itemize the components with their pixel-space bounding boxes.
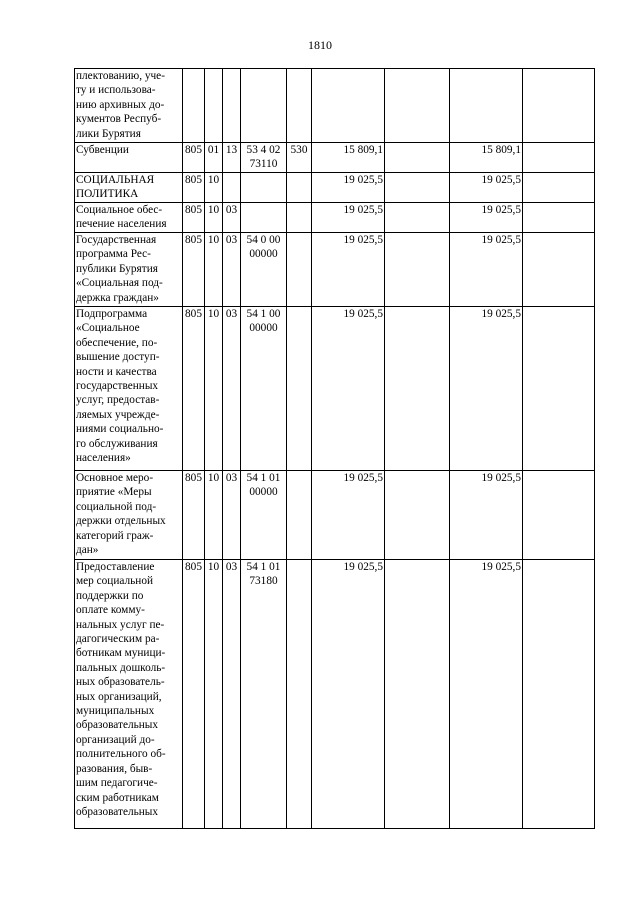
subsection-cell [223,307,241,471]
row-name-cell [75,69,183,143]
amount-regional-cell [450,560,523,829]
amount-federal-cell [385,307,450,471]
section-cell [205,203,223,233]
amount-total-cell-text: 19 025,5 [343,174,383,186]
expense-type-cell [287,173,312,203]
grbs-cell [183,560,205,829]
section-cell [205,560,223,829]
row-name-cell-text: плектованию, уче- ту и использова- нию архивных до- кументов Респуб- лики Бурятия [76,70,165,140]
subsection-cell [223,203,241,233]
section-cell [205,471,223,560]
amount-regional-cell [450,173,523,203]
amount-federal-cell [385,233,450,307]
amount-regional-cell [450,307,523,471]
table-row [75,69,595,143]
row-name-cell-text: Субвенции [76,144,129,156]
amount-total-cell [312,233,385,307]
row-name-cell-text: Предоставление мер социальной поддержки по оплате комму- нальных услуг пе- дагогическим ра- ботникам муници- пальных дошколь- ных образователь- ных организаций, муниципальных образовательных организаций до- полнительного об- разования, быв- шим педагогиче- ским работникам образовательных [76,561,166,818]
section-cell-text: 10 [207,174,220,186]
amount-total-cell-text: 19 025,5 [343,308,383,320]
section-cell [205,143,223,173]
table-row [75,233,595,307]
grbs-cell-text: 805 [185,308,202,320]
target-article-cell [241,69,287,143]
section-cell [205,69,223,143]
amount-total-cell [312,471,385,560]
section-cell-text: 01 [207,144,220,156]
row-name-cell [75,173,183,203]
target-article-cell-text: 54 1 00 00000 [246,308,281,335]
amount-regional-cell-text: 19 025,5 [481,204,521,216]
grbs-cell-text: 805 [185,234,202,246]
expense-type-cell-text: 530 [290,144,308,156]
subsection-cell [223,471,241,560]
target-article-cell-text: 53 4 02 73110 [246,144,281,171]
target-article-cell [241,143,287,173]
section-cell [205,307,223,471]
row-name-cell-text: СОЦИАЛЬНАЯ ПОЛИТИКА [76,174,155,201]
amount-regional-cell-text: 19 025,5 [481,561,521,573]
amount-federal-cell [385,203,450,233]
grbs-cell-text: 805 [185,204,202,216]
grbs-cell [183,203,205,233]
amount-federal-cell [385,471,450,560]
table-row [75,560,595,829]
amount-regional-cell [450,143,523,173]
subsection-cell [223,143,241,173]
grbs-cell [183,233,205,307]
amount-regional-cell-text: 19 025,5 [481,472,521,484]
subsection-cell-text: 03 [225,472,238,484]
budget-table [74,68,595,829]
row-name-cell [75,471,183,560]
expense-type-cell [287,233,312,307]
table-row [75,307,595,471]
grbs-cell-text: 805 [185,472,202,484]
table-row [75,143,595,173]
amount-total-cell [312,307,385,471]
expense-type-cell [287,69,312,143]
empty-cell [523,203,595,233]
section-cell-text: 10 [207,204,220,216]
amount-federal-cell [385,69,450,143]
subsection-cell [223,173,241,203]
target-article-cell [241,307,287,471]
subsection-cell [223,233,241,307]
subsection-cell-text: 03 [225,204,238,216]
row-name-cell [75,203,183,233]
grbs-cell [183,143,205,173]
target-article-cell [241,560,287,829]
amount-total-cell [312,560,385,829]
row-name-cell [75,307,183,471]
row-name-cell-text: Подпрограмма «Социальное обеспечение, по- вышение доступ- ности и качества государственных услуг, предостав- ляемых учрежде- ниями социально- го обслуживания населения» [76,308,164,465]
empty-cell [523,69,595,143]
amount-regional-cell [450,233,523,307]
amount-regional-cell-text: 15 809,1 [481,144,521,156]
amount-total-cell-text: 19 025,5 [343,561,383,573]
row-name-cell-text: Основное меро- приятие «Меры социальной под- держки отдельных категорий граж- дан» [76,472,166,557]
empty-cell [523,143,595,173]
section-cell-text: 10 [207,234,220,246]
subsection-cell [223,560,241,829]
subsection-cell-text: 03 [225,234,238,246]
grbs-cell [183,69,205,143]
expense-type-cell [287,471,312,560]
amount-regional-cell-text: 19 025,5 [481,308,521,320]
target-article-cell-text: 54 0 00 00000 [246,234,281,261]
expense-type-cell [287,203,312,233]
row-name-cell [75,233,183,307]
amount-total-cell [312,69,385,143]
empty-cell [523,173,595,203]
amount-total-cell-text: 15 809,1 [343,144,383,156]
target-article-cell [241,203,287,233]
amount-federal-cell [385,143,450,173]
section-cell-text: 10 [207,308,220,320]
amount-regional-cell [450,203,523,233]
amount-regional-cell-text: 19 025,5 [481,234,521,246]
row-name-cell-text: Государственная программа Рес- публики Бурятия «Социальная под- держка граждан» [76,234,163,304]
subsection-cell [223,69,241,143]
section-cell-text: 10 [207,561,220,573]
target-article-cell [241,471,287,560]
grbs-cell-text: 805 [185,561,202,573]
expense-type-cell [287,307,312,471]
grbs-cell [183,307,205,471]
row-name-cell [75,143,183,173]
amount-federal-cell [385,173,450,203]
empty-cell [523,307,595,471]
grbs-cell-text: 805 [185,144,202,156]
table-body [75,69,595,829]
expense-type-cell [287,560,312,829]
subsection-cell-text: 13 [225,144,238,156]
section-cell-text: 10 [207,472,220,484]
section-cell [205,233,223,307]
table-row [75,471,595,560]
amount-federal-cell [385,560,450,829]
row-name-cell-text: Социальное обес- печение населения [76,204,167,231]
page-number: 1810 [308,38,332,52]
target-article-cell [241,233,287,307]
amount-total-cell [312,203,385,233]
amount-regional-cell [450,471,523,560]
section-cell [205,173,223,203]
target-article-cell-text: 54 1 01 73180 [246,561,281,588]
expense-type-cell [287,143,312,173]
row-name-cell [75,560,183,829]
subsection-cell-text: 03 [225,561,238,573]
empty-cell [523,233,595,307]
amount-total-cell-text: 19 025,5 [343,234,383,246]
table-row [75,173,595,203]
target-article-cell [241,173,287,203]
amount-total-cell [312,173,385,203]
empty-cell [523,471,595,560]
amount-total-cell-text: 19 025,5 [343,204,383,216]
grbs-cell [183,173,205,203]
amount-regional-cell-text: 19 025,5 [481,174,521,186]
grbs-cell [183,471,205,560]
table-row [75,203,595,233]
grbs-cell-text: 805 [185,174,202,186]
amount-total-cell-text: 19 025,5 [343,472,383,484]
empty-cell [523,560,595,829]
amount-total-cell [312,143,385,173]
subsection-cell-text: 03 [225,308,238,320]
amount-regional-cell [450,69,523,143]
target-article-cell-text: 54 1 01 00000 [246,472,281,499]
